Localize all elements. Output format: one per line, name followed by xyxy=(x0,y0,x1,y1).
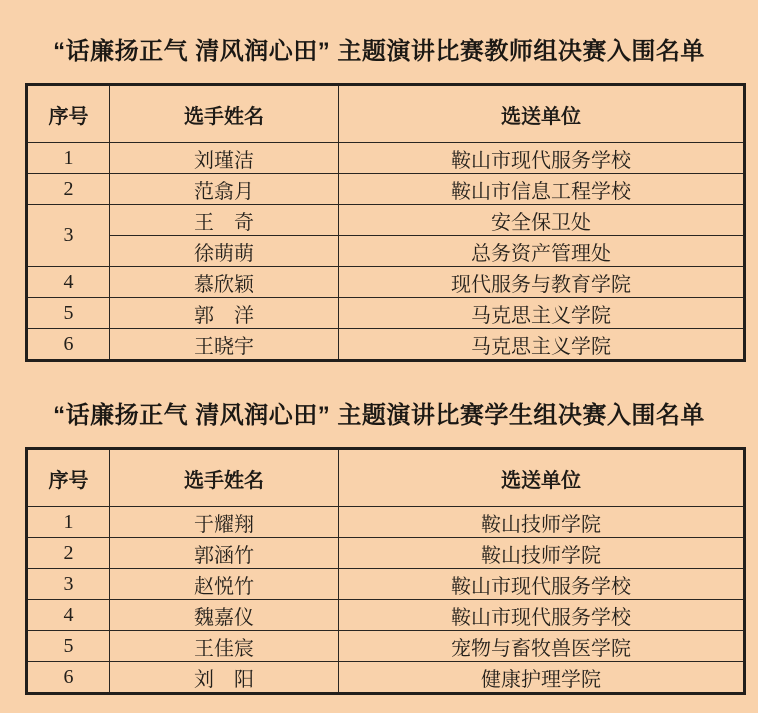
cell-contestant-name: 于耀翔 xyxy=(110,507,339,538)
table-header-row xyxy=(27,85,745,143)
cell-contestant-name: 魏嘉仪 xyxy=(110,600,339,631)
cell-sending-unit: 鞍山市现代服务学校 xyxy=(339,600,745,631)
table-row xyxy=(27,631,745,662)
cell-index: 5 xyxy=(27,631,110,662)
cell-sending-unit: 马克思主义学院 xyxy=(339,298,745,329)
table-row xyxy=(27,538,745,569)
cell-index: 3 xyxy=(27,569,110,600)
cell-index: 1 xyxy=(27,507,110,538)
cell-sending-unit: 马克思主义学院 xyxy=(339,329,745,361)
cell-contestant-name: 刘瑾洁 xyxy=(110,143,339,174)
cell-contestant-name: 王佳宸 xyxy=(110,631,339,662)
column-header-index: 序号 xyxy=(27,449,110,507)
table-row xyxy=(27,267,745,298)
table-row xyxy=(27,174,745,205)
cell-sending-unit: 宠物与畜牧兽医学院 xyxy=(339,631,745,662)
cell-sending-unit: 鞍山技师学院 xyxy=(339,538,745,569)
cell-contestant-name: 刘 阳 xyxy=(110,662,339,694)
cell-sending-unit: 健康护理学院 xyxy=(339,662,745,694)
table-row xyxy=(27,507,745,538)
table-row xyxy=(27,569,745,600)
cell-contestant-name: 赵悦竹 xyxy=(110,569,339,600)
cell-index: 5 xyxy=(27,298,110,329)
cell-index-merged: 3 xyxy=(27,205,110,267)
cell-contestant-name: 徐萌萌 xyxy=(110,236,339,267)
column-header-sending-unit: 选送单位 xyxy=(339,85,745,143)
cell-contestant-name: 慕欣颖 xyxy=(110,267,339,298)
column-header-contestant-name: 选手姓名 xyxy=(110,85,339,143)
cell-sending-unit: 鞍山市现代服务学校 xyxy=(339,569,745,600)
cell-index: 6 xyxy=(27,329,110,361)
cell-index: 6 xyxy=(27,662,110,694)
cell-contestant-name: 郭涵竹 xyxy=(110,538,339,569)
column-header-index: 序号 xyxy=(27,85,110,143)
cell-index: 2 xyxy=(27,538,110,569)
cell-index: 4 xyxy=(27,267,110,298)
cell-sending-unit: 鞍山技师学院 xyxy=(339,507,745,538)
cell-sending-unit: 安全保卫处 xyxy=(339,205,745,236)
table-row xyxy=(27,143,745,174)
table-row xyxy=(27,236,745,267)
cell-contestant-name: 郭 洋 xyxy=(110,298,339,329)
cell-sending-unit: 现代服务与教育学院 xyxy=(339,267,745,298)
table-row xyxy=(27,662,745,694)
teacher-group-finalists-table xyxy=(25,83,746,362)
table-row xyxy=(27,205,745,236)
column-header-contestant-name: 选手姓名 xyxy=(110,449,339,507)
cell-index: 4 xyxy=(27,600,110,631)
cell-sending-unit: 总务资产管理处 xyxy=(339,236,745,267)
cell-sending-unit: 鞍山市信息工程学校 xyxy=(339,174,745,205)
student-group-finalists-table xyxy=(25,447,746,695)
cell-contestant-name: 范翕月 xyxy=(110,174,339,205)
table-header-row xyxy=(27,449,745,507)
table-row xyxy=(27,600,745,631)
cell-contestant-name: 王 奇 xyxy=(110,205,339,236)
cell-index: 2 xyxy=(27,174,110,205)
column-header-sending-unit: 选送单位 xyxy=(339,449,745,507)
cell-contestant-name: 王晓宇 xyxy=(110,329,339,361)
cell-sending-unit: 鞍山市现代服务学校 xyxy=(339,143,745,174)
table-row xyxy=(27,298,745,329)
teacher-group-list-title: “话廉扬正气 清风润心田” 主题演讲比赛教师组决赛入围名单 xyxy=(53,38,705,65)
student-group-list-title: “话廉扬正气 清风润心田” 主题演讲比赛学生组决赛入围名单 xyxy=(53,402,705,429)
table-row xyxy=(27,329,745,361)
cell-index: 1 xyxy=(27,143,110,174)
